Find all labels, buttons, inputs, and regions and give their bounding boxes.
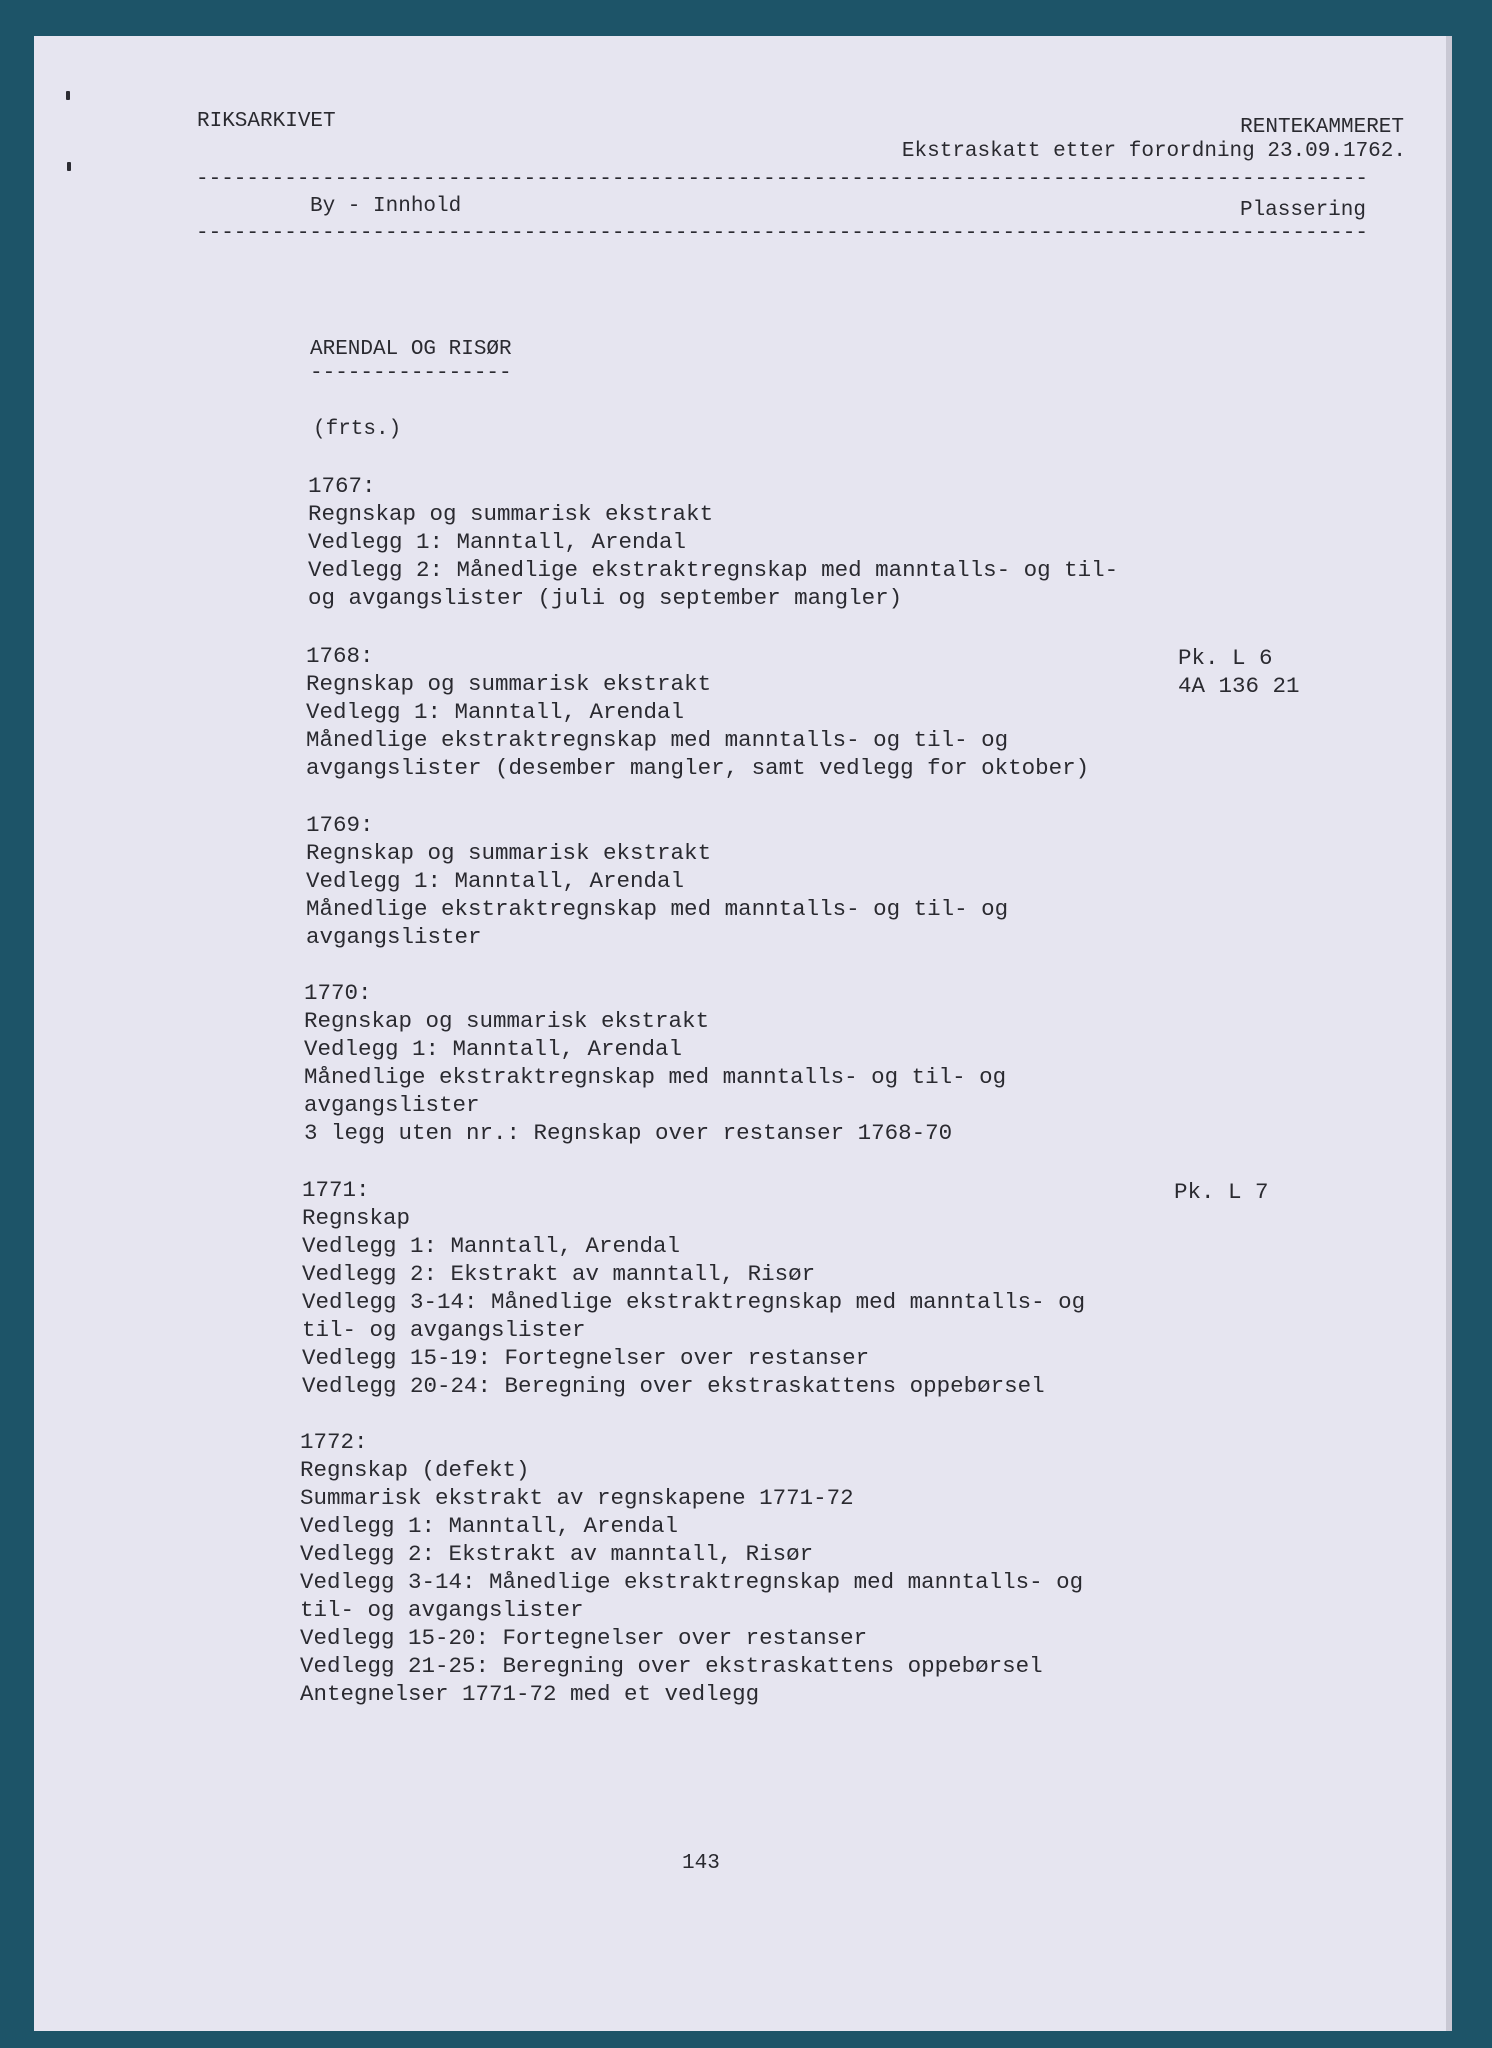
entry-line: Antegnelser 1771-72 med et vedlegg (300, 1681, 760, 1707)
entry-year: 1770: (304, 980, 372, 1006)
entry-line: Månedlige ekstraktregnskap med manntalls- og til- og (304, 1064, 1007, 1090)
binding-mark (67, 162, 71, 171)
entry-line: Regnskap (302, 1205, 411, 1231)
entry-line: Regnskap og summarisk ekstrakt (308, 501, 714, 527)
entry-line: og avgangslister (juli og september mangler) (308, 585, 903, 611)
entry-line: Vedlegg 2: Ekstrakt av manntall, Risør (300, 1541, 814, 1567)
entry-line: Regnskap og summarisk ekstrakt (306, 840, 712, 866)
placement-line: Pk. L 7 (1174, 1179, 1269, 1205)
continued-note: (frts.) (313, 418, 402, 441)
entry-line: Summarisk ekstrakt av regnskapene 1771-72 (300, 1485, 854, 1511)
placement-line: Pk. L 6 (1178, 645, 1273, 671)
entry-year: 1767: (308, 473, 376, 499)
column-heading-placement: Plassering (1239, 199, 1366, 222)
entry-line: Regnskap og summarisk ekstrakt (304, 1008, 710, 1034)
binding-mark (66, 91, 70, 100)
office-name: RENTEKAMMERET (1240, 116, 1404, 139)
entry-year: 1771: (302, 1177, 370, 1203)
entry-line: Vedlegg 1: Manntall, Arendal (300, 1513, 679, 1539)
document-page (34, 36, 1452, 2031)
entry-line: Vedlegg 1: Manntall, Arendal (302, 1233, 681, 1259)
placement-1768 (1178, 644, 1300, 700)
entry-line: Vedlegg 1: Manntall, Arendal (306, 699, 685, 725)
entry-year: 1768: (306, 643, 374, 669)
placement-line: 4A 136 21 (1178, 673, 1300, 699)
entry-1768 (306, 642, 1089, 782)
entry-line: avgangslister (desember mangler, samt vedlegg for oktober) (306, 755, 1090, 781)
entry-line: til- og avgangslister (300, 1597, 584, 1623)
page-number: 143 (682, 1852, 720, 1875)
entry-line: Vedlegg 15-20: Fortegnelser over restanser (300, 1625, 868, 1651)
entry-line: Vedlegg 1: Manntall, Arendal (304, 1036, 683, 1062)
section-underline: ---------------- (310, 362, 512, 385)
entry-1767 (308, 472, 1118, 612)
entry-line: Regnskap (defekt) (300, 1457, 530, 1483)
entry-line: Vedlegg 1: Manntall, Arendal (308, 529, 687, 555)
column-heading-content: By - Innhold (310, 195, 462, 218)
header-rule: --------------------------------------------------------------------------------------------- (196, 222, 1368, 245)
archive-name: RIKSARKIVET (197, 110, 336, 133)
entry-line: 3 legg uten nr.: Regnskap over restanser 1768-70 (304, 1120, 953, 1146)
entry-line: Vedlegg 20-24: Beregning over ekstraskattens oppebørsel (302, 1373, 1045, 1399)
entry-line: Vedlegg 3-14: Månedlige ekstraktregnskap med manntalls- og (300, 1569, 1084, 1595)
entry-line: avgangslister (306, 924, 482, 950)
entry-line: til- og avgangslister (302, 1317, 586, 1343)
entry-line: Regnskap og summarisk ekstrakt (306, 671, 712, 697)
entry-year: 1772: (300, 1429, 368, 1455)
entry-line: Vedlegg 3-14: Månedlige ekstraktregnskap med manntalls- og (302, 1289, 1086, 1315)
entry-line: Vedlegg 2: Ekstrakt av manntall, Risør (302, 1261, 816, 1287)
entry-line: Månedlige ekstraktregnskap med manntalls- og til- og (306, 896, 1009, 922)
entry-line: Vedlegg 15-19: Fortegnelser over restanser (302, 1345, 870, 1371)
header-rule: --------------------------------------------------------------------------------------------- (196, 168, 1368, 191)
entry-line: Vedlegg 21-25: Beregning over ekstraskattens oppebørsel (300, 1653, 1043, 1679)
entry-year: 1769: (306, 812, 374, 838)
document-subtitle: Ekstraskatt etter forordning 23.09.1762. (901, 140, 1406, 163)
entry-1771 (302, 1176, 1085, 1400)
section-title: ARENDAL OG RISØR (310, 338, 512, 361)
entry-1770 (304, 979, 1006, 1147)
placement-1771 (1174, 1178, 1269, 1206)
entry-line: avgangslister (304, 1092, 480, 1118)
entry-1769 (306, 811, 1008, 951)
entry-line: Vedlegg 2: Månedlige ekstraktregnskap med manntalls- og til- (308, 557, 1119, 583)
entry-line: Månedlige ekstraktregnskap med manntalls- og til- og (306, 727, 1009, 753)
entry-line: Vedlegg 1: Manntall, Arendal (306, 868, 685, 894)
entry-1772 (300, 1428, 1083, 1708)
